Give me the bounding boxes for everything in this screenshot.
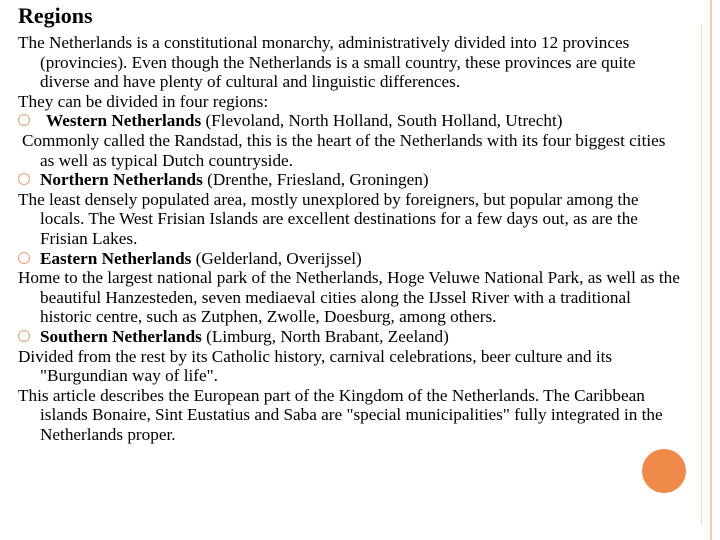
closing-paragraph: This article describes the European part of the Kingdom of the Netherlands. The Caribbean islands Bonaire, Sint Eustatius and Saba are "special municipalities" fully integrated in the Netherlands proper. (18, 385, 663, 444)
region-bullet-western (18, 111, 682, 131)
region-description: Home to the largest national park of the Netherlands, Hoge Veluwe National Park, as well as the beautiful Hanzesteden, seven mediaeval cities along the IJssel River with a traditional historic centre, such as Zutphen, Zwolle, Doesburg, among others. (18, 268, 680, 327)
circle-bullet-icon (18, 252, 30, 264)
region-name: Southern Netherlands (40, 326, 202, 346)
orange-circle-decoration (642, 449, 686, 493)
region-provinces: (Flevoland, North Holland, South Holland, Utrecht) (201, 111, 563, 131)
region-name: Eastern Netherlands (40, 248, 192, 268)
slide-title: Regions (18, 3, 93, 28)
circle-bullet-icon (18, 330, 30, 342)
region-bullet-northern (18, 170, 682, 190)
region-description: Divided from the rest by its Catholic history, carnival celebrations, beer culture and its "Burgundian way of life". (18, 346, 613, 386)
circle-bullet-icon (18, 114, 30, 126)
region-description: The least densely populated area, mostly unexplored by foreigners, but popular among the locals. The West Frisian Islands are excellent destinations for a few days out, as are the Frisian Lakes. (18, 189, 639, 248)
region-name: Northern Netherlands (40, 170, 203, 190)
region-provinces: (Drenthe, Friesland, Groningen) (202, 170, 429, 190)
region-name: Western Netherlands (46, 111, 202, 131)
intro-paragraph: The Netherlands is a constitutional monarchy, administratively divided into 12 provinces (provincies). Even though the Netherlands is a small country, these provinces are quite diverse and have plenty of cultural and linguistic differences. (18, 33, 636, 92)
slide-border-line (710, 0, 712, 540)
divided-line: They can be divided in four regions: (18, 91, 269, 111)
slide-border-line-inner (701, 24, 702, 524)
region-bullet-eastern (18, 249, 682, 269)
circle-bullet-icon (18, 173, 30, 185)
region-description: Commonly called the Randstad, this is the heart of the Netherlands with its four biggest cities as well as typical Dutch countryside. (22, 130, 666, 170)
region-provinces: (Gelderland, Overijssel) (191, 248, 362, 268)
region-provinces: (Limburg, North Brabant, Zeeland) (201, 326, 449, 346)
region-bullet-southern (18, 327, 682, 347)
slide-body (18, 33, 682, 444)
